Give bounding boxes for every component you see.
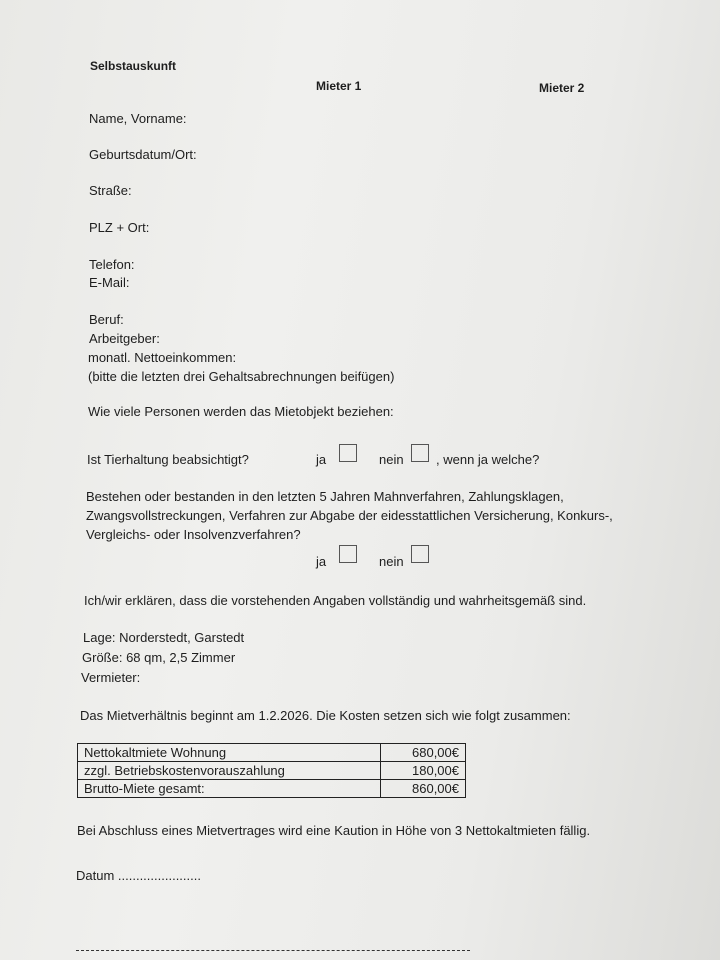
cost-amount: 680,00€ <box>381 744 466 762</box>
form-title: Selbstauskunft <box>90 59 177 73</box>
cost-label: Nettokaltmiete Wohnung <box>78 744 381 762</box>
cost-amount: 180,00€ <box>381 762 466 780</box>
table-row <box>78 780 466 798</box>
proceedings-yes-label: ja <box>316 554 327 569</box>
cost-label: Brutto-Miete gesamt: <box>78 780 381 798</box>
costs-intro: Das Mietverhältnis beginnt am 1.2.2026. Die Kosten setzen sich wie folgt zusammen: <box>80 708 571 723</box>
cost-amount: 860,00€ <box>381 780 466 798</box>
costs-table <box>77 743 466 798</box>
property-location: Lage: Norderstedt, Garstedt <box>83 630 245 645</box>
field-employer-label: Arbeitgeber: <box>89 331 160 346</box>
field-birth-label: Geburtsdatum/Ort: <box>89 147 197 162</box>
column-tenant-1: Mieter 1 <box>316 79 362 93</box>
pets-yes-label: ja <box>316 452 327 467</box>
field-zip-city-label: PLZ + Ort: <box>89 220 150 235</box>
field-income-note: (bitte die letzten drei Gehaltsabrechnungen beifügen) <box>88 369 395 384</box>
pets-question: Ist Tierhaltung beabsichtigt? <box>87 452 249 467</box>
pets-which-label: , wenn ja welche? <box>436 452 540 467</box>
deposit-note: Bei Abschluss eines Mietvertrages wird eine Kaution in Höhe von 3 Nettokaltmieten fällig. <box>77 823 591 838</box>
proceedings-yes-checkbox[interactable] <box>339 545 357 563</box>
field-persons-label: Wie viele Personen werden das Mietobjekt beziehen: <box>88 404 394 419</box>
table-row <box>78 744 466 762</box>
proceedings-no-checkbox[interactable] <box>411 545 429 563</box>
proceedings-question-line-3: Vergleichs- oder Insolvenzverfahren? <box>86 527 301 542</box>
declaration: Ich/wir erklären, dass die vorstehenden Angaben vollständig und wahrheitsgemäß sind. <box>84 593 587 608</box>
table-row <box>78 762 466 780</box>
field-name-label: Name, Vorname: <box>89 111 187 126</box>
property-landlord: Vermieter: <box>81 670 141 685</box>
field-street-label: Straße: <box>89 183 132 198</box>
signature-line[interactable] <box>76 950 470 951</box>
field-email-label: E-Mail: <box>89 275 130 290</box>
property-size: Größe: 68 qm, 2,5 Zimmer <box>82 650 236 665</box>
column-tenant-2: Mieter 2 <box>539 81 585 95</box>
proceedings-question-line-2: Zwangsvollstreckungen, Verfahren zur Abgabe der eidesstattlichen Versicherung, Konkurs-, <box>86 508 613 523</box>
proceedings-question-line-1: Bestehen oder bestanden in den letzten 5 Jahren Mahnverfahren, Zahlungsklagen, <box>86 489 564 504</box>
field-income-label: monatl. Nettoeinkommen: <box>88 350 237 365</box>
proceedings-no-label: nein <box>379 554 404 569</box>
field-phone-label: Telefon: <box>89 257 135 272</box>
date-line[interactable]: Datum ....................... <box>76 868 201 883</box>
field-job-label: Beruf: <box>89 312 124 327</box>
cost-label: zzgl. Betriebskostenvorauszahlung <box>78 762 381 780</box>
pets-no-checkbox[interactable] <box>411 444 429 462</box>
pets-no-label: nein <box>379 452 404 467</box>
pets-yes-checkbox[interactable] <box>339 444 357 462</box>
